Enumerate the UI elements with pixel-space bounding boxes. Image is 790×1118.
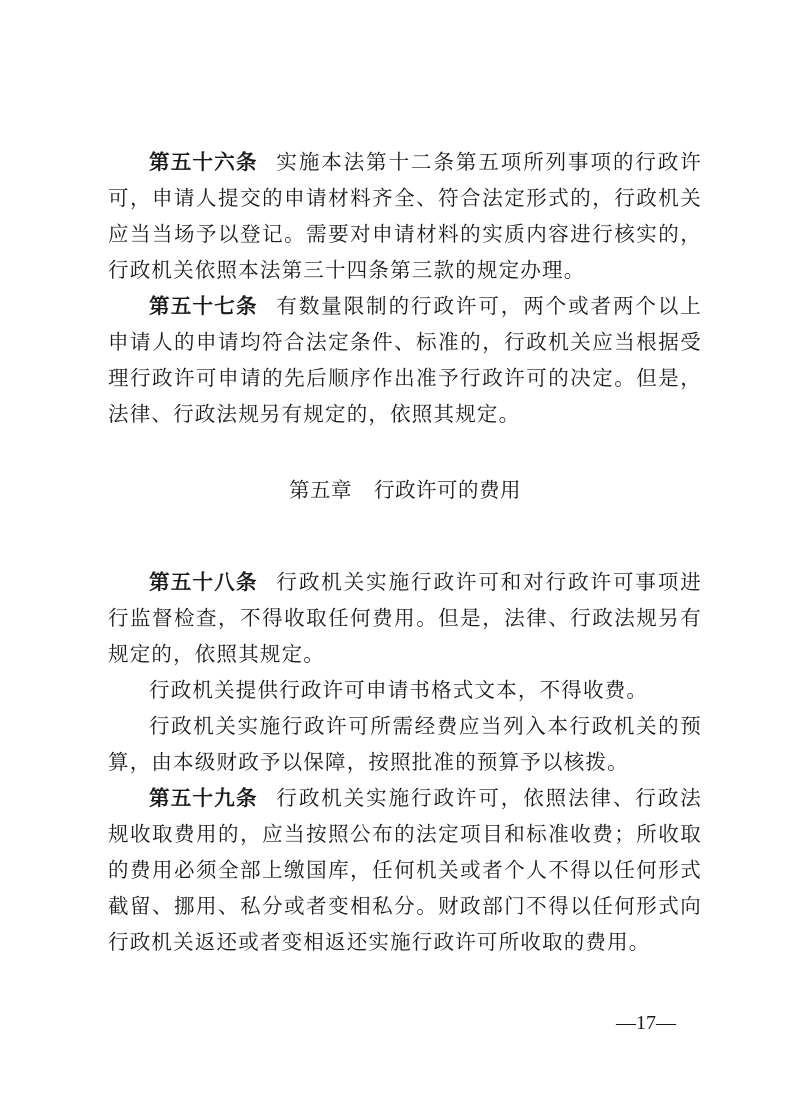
article-58-paragraph-3: 行政机关实施行政许可所需经费应当列入本行政机关的预算，由本级财政予以保障，按照批准的预算予以核拨。 bbox=[108, 714, 702, 774]
article-text: 实施本法第十二条第五项所列事项的行政许可，申请人提交的申请材料齐全、符合法定形式的，行政机关应当当场予以登记。需要对申请材料的实质内容进行核实的，行政机关依照本法第三十四条第三款的规定办理。 bbox=[108, 150, 702, 282]
chapter-title: 行政许可的费用 bbox=[374, 478, 521, 502]
page-number: —17— bbox=[616, 1012, 676, 1034]
article-57 bbox=[108, 288, 702, 432]
article-58-paragraph-2: 行政机关提供行政许可申请书格式文本，不得收费。 bbox=[149, 678, 649, 702]
article-label: 第五十九条 bbox=[149, 786, 258, 810]
article-58 bbox=[108, 564, 702, 672]
article-text: 行政机关实施行政许可和对行政许可事项进行监督检查，不得收取任何费用。但是，法律、行政法规另有规定的，依照其规定。 bbox=[108, 570, 702, 666]
article-59 bbox=[108, 780, 702, 960]
article-text: 有数量限制的行政许可，两个或者两个以上申请人的申请均符合法定条件、标准的，行政机关应当根据受理行政许可申请的先后顺序作出准予行政许可的决定。但是，法律、行政法规另有规定的，依照其规定。 bbox=[108, 294, 702, 426]
page-body bbox=[108, 144, 702, 960]
article-label: 第五十六条 bbox=[149, 150, 258, 174]
article-label: 第五十八条 bbox=[149, 570, 258, 594]
article-56 bbox=[108, 144, 702, 288]
article-text: 行政机关实施行政许可，依照法律、行政法规收取费用的，应当按照公布的法定项目和标准收费；所收取的费用必须全部上缴国库，任何机关或者个人不得以任何形式截留、挪用、私分或者变相私分。财政部门不得以任何形式向行政机关返还或者变相返还实施行政许可所收取的费用。 bbox=[108, 786, 702, 954]
article-label: 第五十七条 bbox=[149, 294, 258, 318]
chapter-number: 第五章 bbox=[289, 478, 352, 502]
chapter-heading bbox=[108, 472, 702, 508]
